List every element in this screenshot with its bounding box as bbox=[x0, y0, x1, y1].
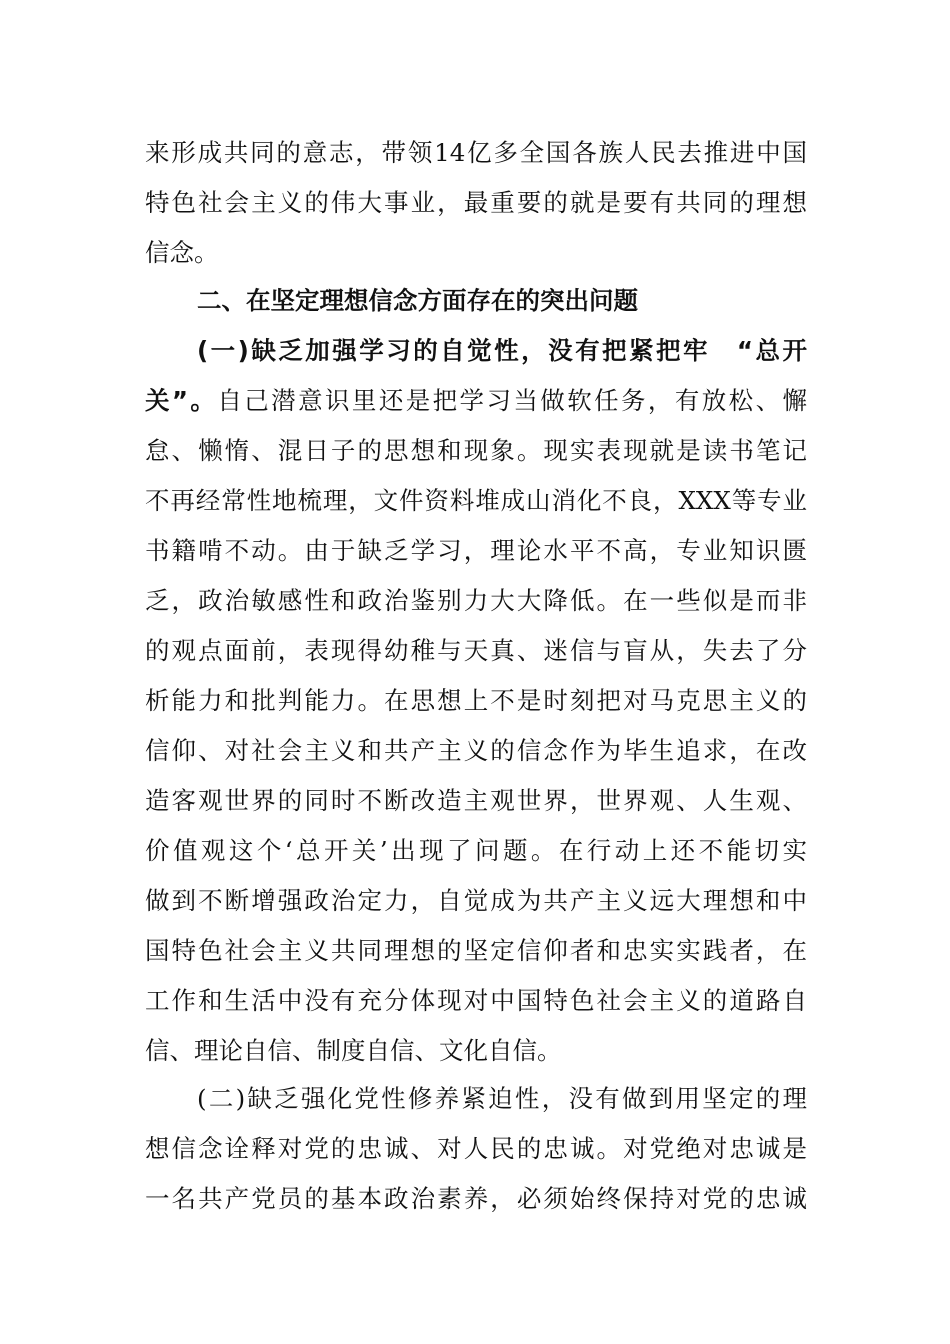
text-line: 的观点面前，表现得幼稚与天真、迷信与盲从，失去了分 bbox=[145, 636, 807, 665]
paragraph-learning bbox=[145, 326, 807, 1076]
text-line: 信、理论自信、制度自信、文化自信。 bbox=[145, 1036, 562, 1065]
text-line: 怠、懒惰、混日子的思想和现象。现实表现就是读书笔记 bbox=[145, 436, 807, 465]
subheading-tail: 关”。 bbox=[145, 386, 218, 415]
section-heading bbox=[145, 276, 807, 326]
text-line: 造客观世界的同时不断改造主观世界，世界观、人生观、 bbox=[145, 786, 807, 815]
text-line: 信念。 bbox=[145, 238, 219, 267]
text-line: 国特色社会主义共同理想的坚定信仰者和忠实实践者，在 bbox=[145, 936, 807, 965]
paragraph-continuation bbox=[145, 128, 807, 278]
text-line: 一名共产党员的基本政治素养，必须始终保持对党的忠诚 bbox=[145, 1184, 807, 1213]
text-line: 想信念诠释对党的忠诚、对人民的忠诚。对党绝对忠诚是 bbox=[145, 1134, 807, 1163]
text-line: 信仰、对社会主义和共产主义的信念作为毕生追求，在改 bbox=[145, 736, 807, 765]
text-line: 价值观这个‘总开关’出现了问题。在行动上还不能切实 bbox=[145, 836, 807, 865]
section-heading-text: 二、在坚定理想信念方面存在的突出问题 bbox=[197, 286, 638, 315]
text-line: 做到不断增强政治定力，自觉成为共产主义远大理想和中 bbox=[145, 886, 807, 915]
paragraph-party-spirit bbox=[145, 1074, 807, 1224]
text-line: 工作和生活中没有充分体现对中国特色社会主义的道路自 bbox=[145, 986, 807, 1015]
text-line bbox=[145, 376, 807, 426]
text-line: (二)缺乏强化党性修养紧迫性，没有做到用坚定的理 bbox=[197, 1084, 807, 1113]
text-line: 乏，政治敏感性和政治鉴别力大大降低。在一些似是而非 bbox=[145, 586, 807, 615]
text-line: 来形成共同的意志，带领14亿多全国各族人民去推进中国 bbox=[145, 138, 807, 167]
text-line: 析能力和批判能力。在思想上不是时刻把对马克思主义的 bbox=[145, 686, 807, 715]
text-line: 不再经常性地梳理，文件资料堆成山消化不良，XXX等专业 bbox=[145, 486, 807, 515]
text-segment: 自己潜意识里还是把学习当做软任务，有放松、懈 bbox=[217, 386, 807, 415]
text-line: 书籍啃不动。由于缺乏学习，理论水平不高，专业知识匮 bbox=[145, 536, 807, 565]
text-line: 特色社会主义的伟大事业，最重要的就是要有共同的理想 bbox=[145, 188, 807, 217]
subheading-line: (一)缺乏加强学习的自觉性，没有把紧把牢 “总开 bbox=[197, 336, 807, 365]
